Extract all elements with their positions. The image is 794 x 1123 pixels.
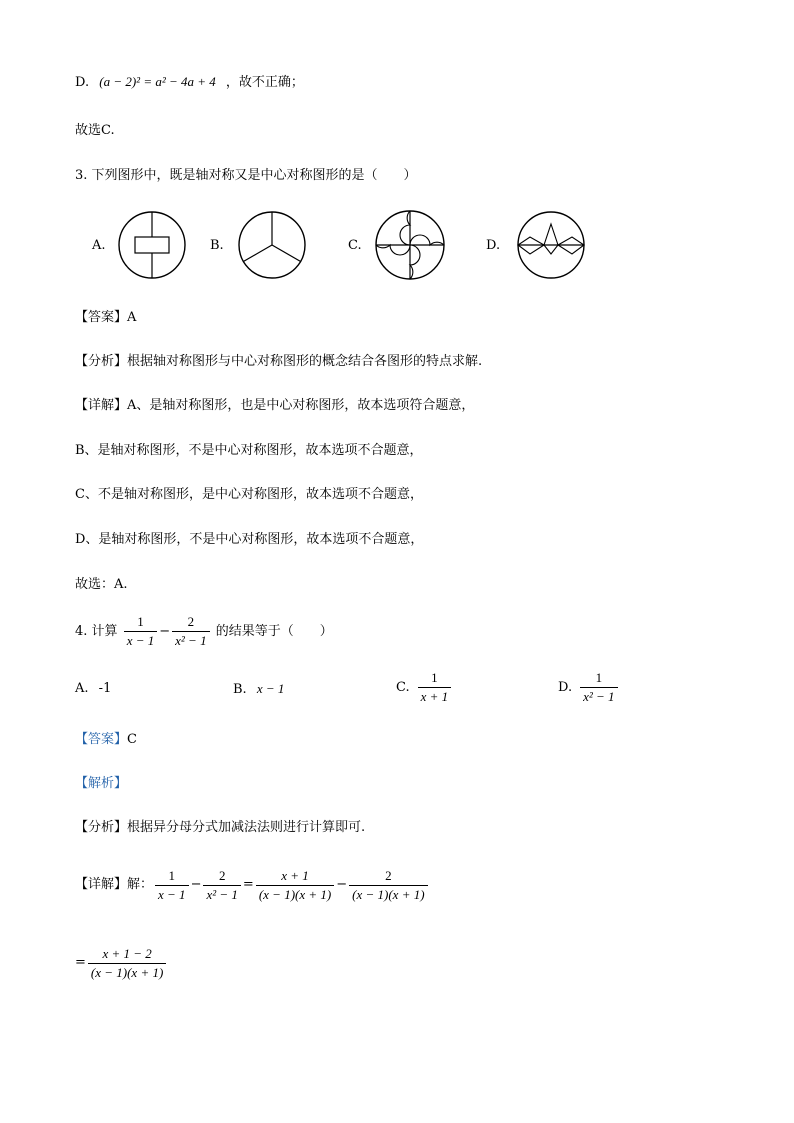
q3-detail-d: D、是轴对称图形，不是中心对称图形，故本选项不合题意， bbox=[75, 532, 424, 547]
minus-sign: − bbox=[190, 877, 202, 892]
q4-fraction-2 bbox=[172, 614, 209, 649]
option-fraction bbox=[580, 670, 617, 705]
q3-detail-c: C、不是轴对称图形，是中心对称图形，故本选项不合题意， bbox=[75, 487, 423, 502]
fraction-numerator: x + 1 bbox=[281, 867, 309, 883]
step1-fraction-d bbox=[349, 868, 427, 903]
fraction-numerator: 1 bbox=[595, 670, 603, 685]
q4-option-d bbox=[558, 670, 620, 705]
q3-option-b-label: B. bbox=[210, 238, 224, 253]
line-d-conclusion bbox=[75, 72, 304, 93]
equals-sign: = bbox=[242, 877, 254, 892]
option-label: A. bbox=[75, 681, 89, 696]
q4-answer bbox=[75, 730, 137, 750]
minus-sign: − bbox=[336, 877, 348, 892]
q4-detail-step2 bbox=[75, 941, 168, 985]
step1-fraction-c bbox=[256, 868, 334, 903]
option-label: C. bbox=[396, 680, 410, 695]
q4-stem bbox=[75, 612, 333, 652]
math-expression: (a − 2)² = a² − 4a + 4 bbox=[99, 74, 216, 89]
detail-prefix: 【详解】解： bbox=[75, 877, 154, 892]
q4-option-a bbox=[75, 681, 111, 696]
fraction-numerator: 1 bbox=[137, 614, 144, 629]
q3-option-c-label: C. bbox=[348, 238, 362, 253]
q3-choose: 故选：A. bbox=[75, 577, 128, 592]
q3-stem: 3. 下列图形中，既是轴对称又是中心对称图形的是（ ） bbox=[75, 168, 417, 183]
q4-option-c bbox=[396, 670, 453, 705]
option-fraction bbox=[418, 670, 452, 705]
q3-option-d-figure bbox=[516, 210, 586, 280]
fraction-numerator: 2 bbox=[218, 867, 226, 883]
q3-detail-b: B、是轴对称图形，不是中心对称图形，故本选项不合题意， bbox=[75, 443, 423, 458]
q4-stem-prefix: 4. 计算 bbox=[75, 624, 118, 639]
fraction-numerator: 2 bbox=[187, 614, 195, 629]
choose-c-text: 故选C. bbox=[75, 123, 115, 138]
q4-stem-suffix: 的结果等于（ ） bbox=[215, 624, 333, 639]
step2-fraction bbox=[88, 946, 166, 981]
fraction-denominator: (x − 1)(x + 1) bbox=[88, 963, 166, 981]
step1-fraction-b bbox=[203, 868, 240, 903]
option-label: B. bbox=[233, 682, 247, 697]
fraction-denominator: x + 1 bbox=[418, 687, 452, 705]
fraction-denominator: x² − 1 bbox=[172, 631, 209, 649]
q3-analysis: 【分析】根据轴对称图形与中心对称图形的概念结合各图形的特点求解. bbox=[75, 354, 483, 369]
q3-answer: 【答案】A bbox=[75, 310, 137, 325]
answer-label: 【答案】 bbox=[75, 732, 128, 747]
fraction-denominator: x − 1 bbox=[124, 631, 158, 649]
fraction-denominator: (x − 1)(x + 1) bbox=[256, 885, 334, 903]
q3-option-a-label: A. bbox=[92, 238, 106, 253]
q3-option-d-label: D. bbox=[486, 238, 501, 253]
q4-fraction-1 bbox=[124, 614, 158, 649]
q4-option-b bbox=[233, 681, 284, 697]
fraction-denominator: x − 1 bbox=[155, 885, 189, 903]
option-label: D. bbox=[75, 75, 90, 90]
q4-detail-step1 bbox=[75, 863, 430, 907]
fraction-numerator: 1 bbox=[168, 867, 176, 883]
fraction-denominator: x² − 1 bbox=[580, 687, 617, 705]
minus-sign: − bbox=[159, 624, 171, 639]
option-label: D. bbox=[558, 680, 573, 695]
answer-value: C bbox=[127, 732, 137, 747]
option-value: x − 1 bbox=[256, 681, 285, 696]
fraction-denominator: (x − 1)(x + 1) bbox=[349, 885, 427, 903]
conclusion-text: ，故不正确； bbox=[225, 75, 304, 90]
option-value: -1 bbox=[98, 681, 112, 696]
fraction-numerator: x + 1 − 2 bbox=[102, 945, 152, 961]
q4-analysis: 【分析】根据异分母分式加减法法则进行计算即可. bbox=[75, 820, 366, 835]
q3-option-c-figure bbox=[374, 209, 446, 281]
fraction-numerator: 2 bbox=[385, 867, 392, 883]
fraction-denominator: x² − 1 bbox=[203, 885, 240, 903]
q4-jiexi: 【解析】 bbox=[75, 776, 128, 791]
q3-detail-a: 【详解】A、是轴对称图形，也是中心对称图形，故本选项符合题意， bbox=[75, 398, 475, 413]
step1-fraction-a bbox=[155, 868, 189, 903]
q3-option-a-figure bbox=[117, 210, 187, 280]
equals-sign: = bbox=[75, 955, 86, 970]
q3-option-b-figure bbox=[237, 210, 307, 280]
fraction-numerator: 1 bbox=[431, 670, 438, 685]
